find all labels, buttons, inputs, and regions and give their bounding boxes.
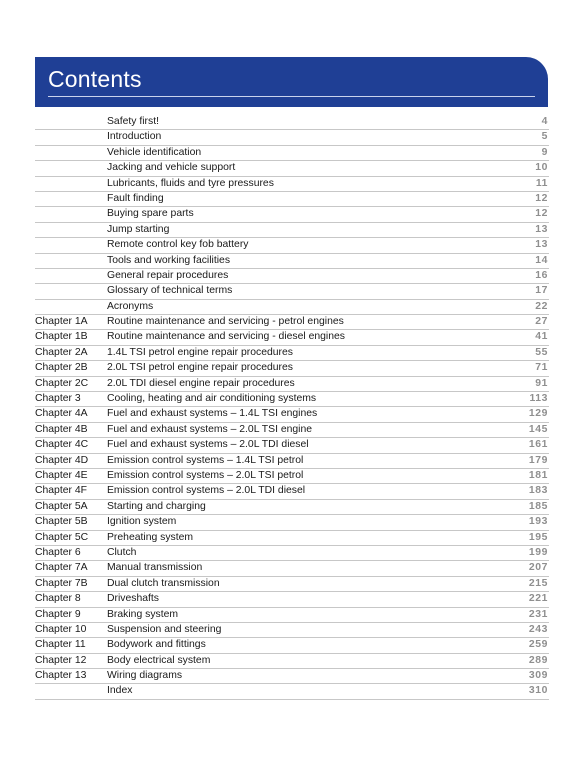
toc-row[interactable]	[35, 638, 549, 653]
page-number: 221	[528, 593, 548, 605]
section-title: 1.4L TSI petrol engine repair procedures	[107, 346, 293, 358]
toc-row[interactable]	[35, 223, 549, 238]
page-number: 185	[528, 500, 548, 512]
page-number: 231	[528, 608, 548, 620]
toc-row[interactable]	[35, 423, 549, 438]
section-title: Wiring diagrams	[107, 670, 183, 682]
toc-row[interactable]	[35, 115, 549, 130]
toc-row[interactable]	[35, 146, 549, 161]
page-number: 4	[541, 116, 548, 127]
section-title: Routine maintenance and servicing - petrol engines	[107, 316, 344, 328]
chapter-label: Chapter 4A	[35, 408, 88, 420]
toc-row[interactable]	[35, 130, 549, 145]
section-title: Emission control systems – 2.0L TDI diesel	[107, 485, 306, 497]
toc-row[interactable]	[35, 669, 549, 684]
page-number: 12	[535, 208, 548, 220]
section-title: Fuel and exhaust systems – 2.0L TSI engine	[107, 423, 313, 435]
page-number: 310	[528, 685, 548, 697]
chapter-label: Chapter 7B	[35, 577, 88, 589]
toc-row[interactable]	[35, 238, 549, 253]
chapter-label: Chapter 2C	[35, 377, 89, 389]
chapter-label: Chapter 5B	[35, 516, 88, 528]
toc-row[interactable]	[35, 161, 549, 176]
page-number: 13	[535, 223, 548, 235]
chapter-label: Chapter 10	[35, 623, 87, 635]
section-title: 2.0L TSI petrol engine repair procedures	[107, 362, 293, 374]
header-rule	[48, 96, 535, 97]
toc-row[interactable]	[35, 207, 549, 222]
page-number: 14	[535, 254, 548, 266]
toc-row[interactable]	[35, 377, 549, 392]
toc-row[interactable]	[35, 608, 549, 623]
section-title: Starting and charging	[107, 500, 206, 512]
section-title: Fault finding	[107, 192, 164, 204]
page-number: 9	[541, 146, 548, 158]
section-title: Acronyms	[107, 300, 154, 312]
section-title: Cooling, heating and air conditioning systems	[107, 393, 317, 405]
toc-row[interactable]	[35, 284, 549, 299]
toc-row[interactable]	[35, 392, 549, 407]
section-title: Index	[107, 685, 133, 697]
page-number: 207	[528, 562, 548, 574]
toc-row[interactable]	[35, 454, 549, 469]
toc-row[interactable]	[35, 623, 549, 638]
toc-row[interactable]	[35, 577, 549, 592]
page-number: 41	[535, 331, 548, 343]
chapter-label: Chapter 4B	[35, 423, 88, 435]
section-title: Braking system	[107, 608, 179, 620]
toc-row[interactable]	[35, 192, 549, 207]
chapter-label: Chapter 1A	[35, 316, 88, 328]
chapter-label: Chapter 4F	[35, 485, 87, 497]
toc-row[interactable]	[35, 269, 549, 284]
section-title: General repair procedures	[107, 269, 229, 281]
toc-row[interactable]	[35, 500, 549, 515]
toc-row[interactable]	[35, 330, 549, 345]
toc-row[interactable]	[35, 300, 549, 315]
chapter-label: Chapter 5A	[35, 500, 88, 512]
page-number: 179	[528, 454, 548, 466]
chapter-label: Chapter 6	[35, 546, 81, 558]
section-title: Body electrical system	[107, 654, 211, 666]
page-number: 17	[535, 285, 548, 297]
section-title: Suspension and steering	[107, 623, 222, 635]
toc-row[interactable]	[35, 254, 549, 269]
toc-row[interactable]	[35, 315, 549, 330]
chapter-label: Chapter 1B	[35, 331, 88, 343]
chapter-label: Chapter 2A	[35, 346, 88, 358]
page-number: 145	[528, 423, 548, 435]
section-title: Emission control systems – 1.4L TSI petrol	[107, 454, 304, 466]
toc-row[interactable]	[35, 546, 549, 561]
section-title: Fuel and exhaust systems – 1.4L TSI engines	[107, 408, 318, 420]
section-title: Tools and working facilities	[107, 254, 231, 266]
page-number: 129	[528, 408, 548, 420]
page-title: Contents	[48, 66, 142, 92]
page-number: 181	[528, 469, 548, 481]
chapter-label: Chapter 12	[35, 654, 87, 666]
section-title: Driveshafts	[107, 593, 159, 605]
section-title: Emission control systems – 2.0L TSI petrol	[107, 469, 304, 481]
toc-row[interactable]	[35, 515, 549, 530]
page-number: 12	[535, 192, 548, 204]
page-number: 13	[535, 239, 548, 251]
page-number: 27	[535, 316, 548, 328]
toc-row[interactable]	[35, 469, 549, 484]
chapter-label: Chapter 11	[35, 639, 86, 651]
toc-row[interactable]	[35, 531, 549, 546]
toc-row[interactable]	[35, 654, 549, 669]
toc-row[interactable]	[35, 592, 549, 607]
page-number: 289	[528, 654, 548, 666]
toc-row[interactable]	[35, 561, 549, 576]
page-number: 22	[535, 300, 548, 312]
section-title: Buying spare parts	[107, 208, 194, 220]
chapter-label: Chapter 13	[35, 670, 87, 682]
toc-row[interactable]	[35, 484, 549, 499]
page-number: 183	[528, 485, 548, 497]
table-of-contents	[35, 115, 549, 700]
chapter-label: Chapter 9	[35, 608, 81, 620]
toc-row[interactable]	[35, 177, 549, 192]
page-number: 71	[535, 362, 548, 374]
page-number: 193	[528, 516, 548, 528]
section-title: Clutch	[107, 546, 137, 558]
section-title: Ignition system	[107, 516, 177, 528]
contents-header-banner	[35, 57, 548, 107]
chapter-label: Chapter 2B	[35, 362, 88, 374]
section-title: Fuel and exhaust systems – 2.0L TDI diesel	[107, 439, 309, 451]
page-number: 309	[528, 670, 548, 682]
section-title: Bodywork and fittings	[107, 639, 206, 651]
page-number: 113	[529, 393, 548, 405]
chapter-label: Chapter 8	[35, 593, 81, 605]
section-title: Lubricants, fluids and tyre pressures	[107, 177, 274, 189]
section-title: Safety first!	[107, 116, 159, 127]
section-title: Preheating system	[107, 531, 194, 543]
toc-row[interactable]	[35, 361, 549, 376]
page-number: 199	[528, 546, 548, 558]
chapter-label: Chapter 4E	[35, 469, 88, 481]
page-number: 161	[528, 439, 548, 451]
section-title: Dual clutch transmission	[107, 577, 220, 589]
chapter-label: Chapter 4D	[35, 454, 89, 466]
toc-row[interactable]	[35, 438, 549, 453]
toc-row[interactable]	[35, 346, 549, 361]
chapter-label: Chapter 7A	[35, 562, 88, 574]
section-title: Jump starting	[107, 223, 170, 235]
toc-row[interactable]	[35, 684, 549, 699]
section-title: 2.0L TDI diesel engine repair procedures	[107, 377, 295, 389]
chapter-label: Chapter 4C	[35, 439, 89, 451]
chapter-label: Chapter 5C	[35, 531, 89, 543]
page-number: 259	[528, 639, 548, 651]
section-title: Introduction	[107, 131, 162, 143]
page-number: 55	[535, 346, 548, 358]
toc-row[interactable]	[35, 407, 549, 422]
section-title: Jacking and vehicle support	[107, 162, 236, 174]
page-number: 91	[535, 377, 548, 389]
section-title: Remote control key fob battery	[107, 239, 249, 251]
page-number: 16	[535, 269, 548, 281]
section-title: Glossary of technical terms	[107, 285, 233, 297]
section-title: Vehicle identification	[107, 146, 202, 158]
page-number: 11	[535, 177, 548, 189]
section-title: Manual transmission	[107, 562, 203, 574]
page-number: 215	[528, 577, 548, 589]
page-number: 5	[541, 131, 548, 143]
page-number: 195	[528, 531, 548, 543]
section-title: Routine maintenance and servicing - diesel engines	[107, 331, 345, 343]
page-number: 10	[535, 162, 548, 174]
chapter-label: Chapter 3	[35, 393, 81, 405]
page-number: 243	[528, 623, 548, 635]
